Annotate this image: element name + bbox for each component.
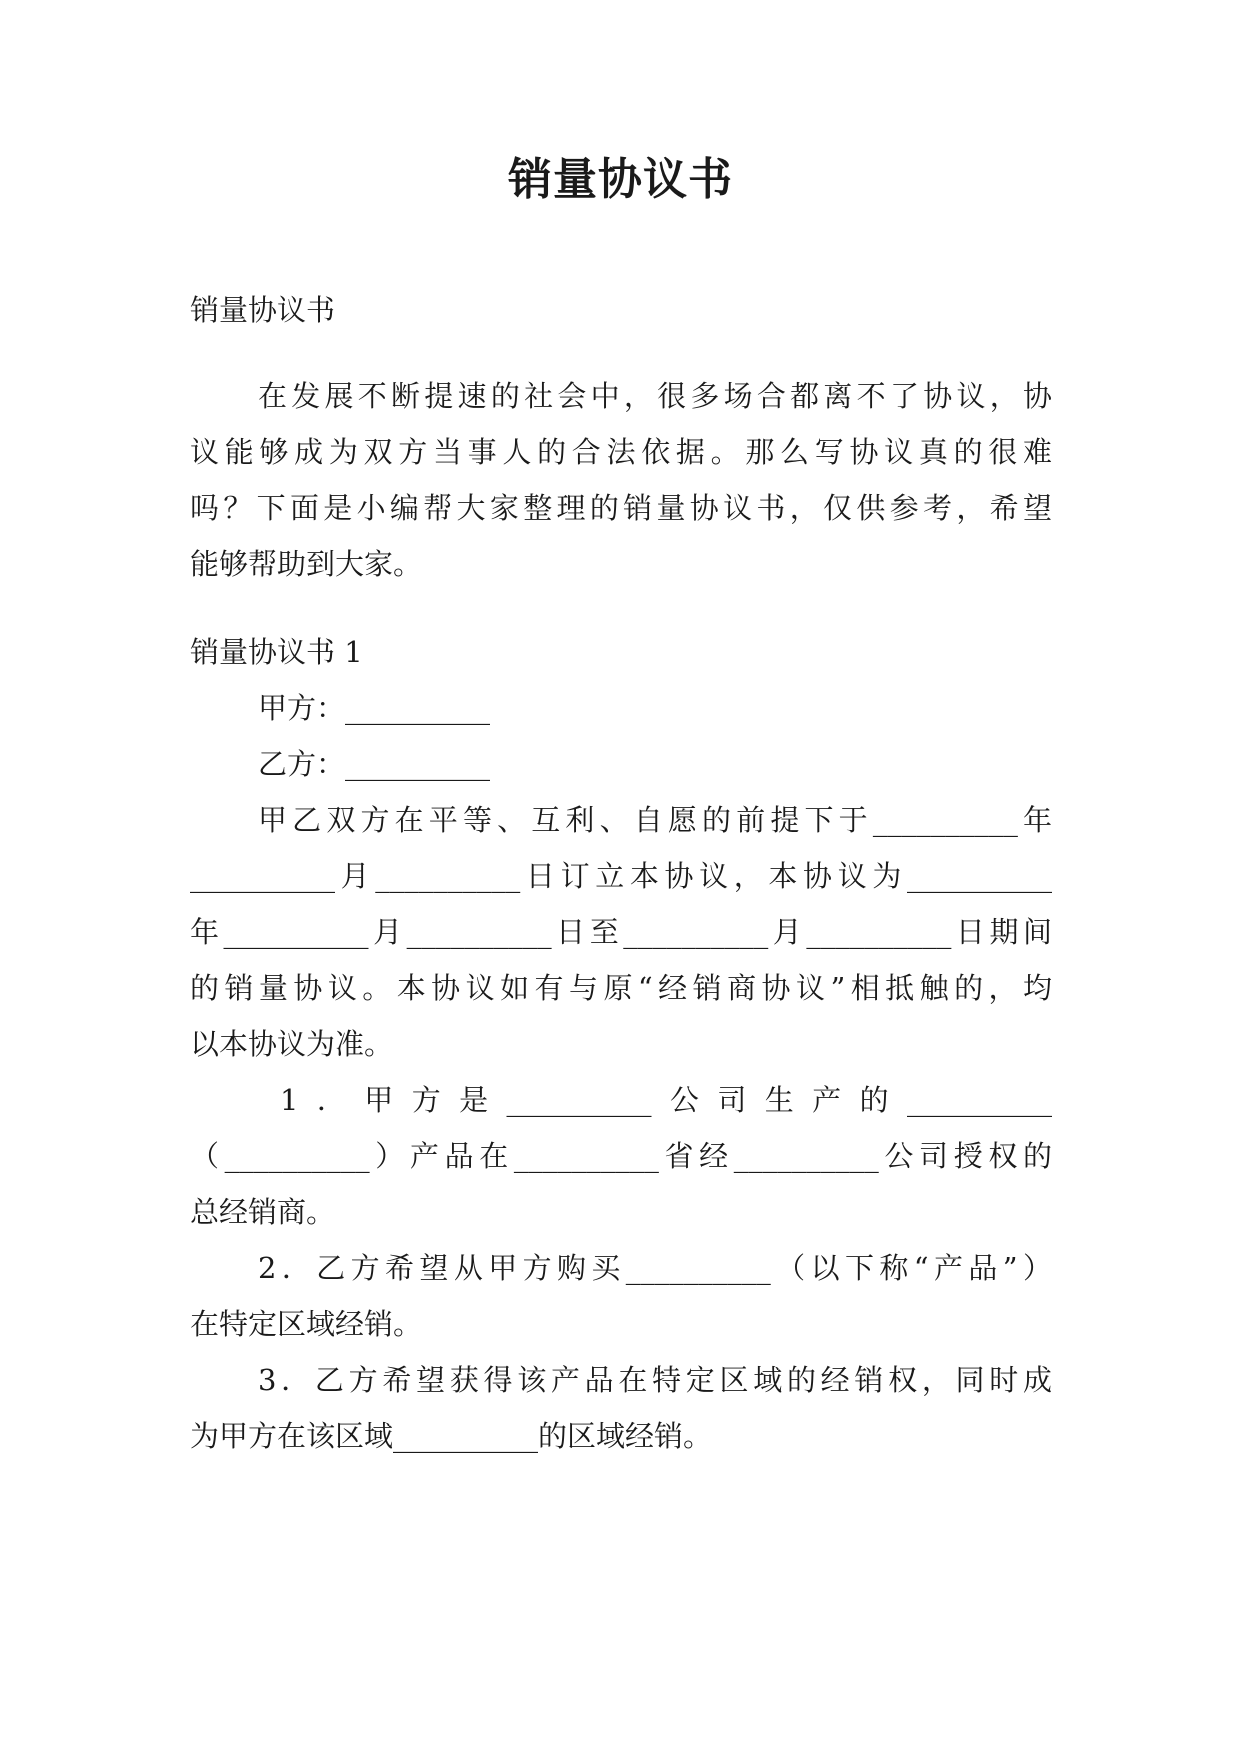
clause-1-line: （__________）产品在__________省经__________公司授权的 — [190, 1139, 1052, 1173]
clause-2-line: 在特定区域经销。 — [190, 1307, 423, 1341]
body-line: 年__________月__________日至__________月__________日期间 — [190, 915, 1052, 949]
intro-line: 能够帮助到大家。 — [190, 547, 423, 581]
body-line: 以本协议为准。 — [190, 1027, 394, 1061]
body-line: 甲乙双方在平等、互利、自愿的前提下于__________年 — [258, 803, 1052, 837]
section-heading: 销量协议书 1 — [190, 635, 363, 669]
body-line: __________月__________日订立本协议，本协议为__________ — [190, 859, 1052, 893]
party-a-field: 甲方：__________ — [258, 691, 491, 725]
clause-3-line: 3．乙方希望获得该产品在特定区域的经销权，同时成 — [258, 1363, 1052, 1397]
document-title: 销量协议书 — [508, 154, 733, 205]
clause-1-line: 总经销商。 — [190, 1195, 336, 1229]
document-subtitle: 销量协议书 — [190, 293, 336, 327]
intro-line: 议能够成为双方当事人的合法依据。那么写协议真的很难 — [190, 435, 1052, 469]
clause-2-line: 2．乙方希望从甲方购买__________（以下称“产品”） — [258, 1251, 1052, 1285]
clause-1-line: 1．甲方是__________公司生产的__________ — [280, 1083, 1052, 1117]
intro-line: 吗？下面是小编帮大家整理的销量协议书，仅供参考，希望 — [190, 491, 1052, 525]
body-line: 的销量协议。本协议如有与原“经销商协议”相抵触的，均 — [190, 971, 1052, 1005]
intro-line: 在发展不断提速的社会中，很多场合都离不了协议，协 — [258, 379, 1052, 413]
clause-3-line: 为甲方在该区域__________的区域经销。 — [190, 1419, 713, 1453]
party-b-field: 乙方：__________ — [258, 747, 491, 781]
